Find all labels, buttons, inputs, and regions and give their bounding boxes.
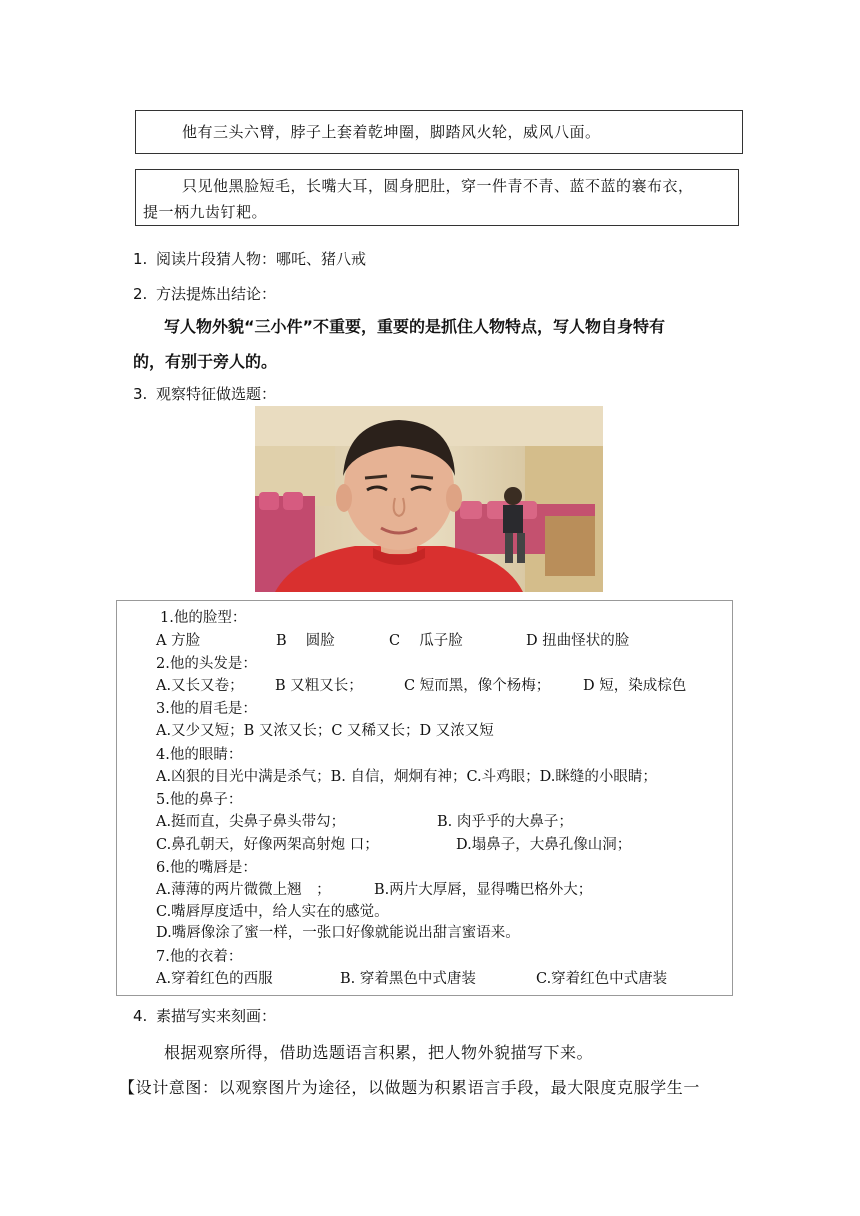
q2-opt-d: D 短，染成棕色: [583, 678, 687, 694]
boy-photo-illustration: [255, 406, 603, 592]
q2-opt-c: C 短而黑，像个杨梅；: [404, 678, 551, 694]
q1-title: 1.他的脸型：: [160, 610, 247, 626]
q6-title: 6.他的嘴唇是：: [156, 860, 257, 876]
q3-options: A.又少又短；B 又浓又长；C 又稀又长；D 又浓又短: [156, 723, 494, 739]
q6-opt-a: A.薄薄的两片微微上翘 ；: [156, 882, 331, 898]
conclusion-line2: 的，有别于旁人的。: [133, 352, 278, 371]
q5-opt-d: D.塌鼻子，大鼻孔像山洞；: [456, 837, 632, 853]
quote-zhubajie-line1: 只见他黑脸短毛，长嘴大耳，圆身肥肚，穿一件青不青、蓝不蓝的褰布衣，: [182, 177, 694, 195]
q6-opt-c: C.嘴唇厚度适中，给人实在的感觉。: [156, 904, 389, 920]
conclusion-line1: 写人物外貌“三小件”不重要，重要的是抓住人物特点，写人物自身特有: [164, 317, 666, 336]
item-4: 4. 素描写实来刻画：: [133, 1007, 277, 1025]
boy-photo: [255, 406, 603, 592]
q4-options: A.凶狠的目光中满是杀气；B. 自信，炯炯有神；C.斗鸡眼；D.眯缝的小眼睛；: [156, 769, 657, 785]
q1-opt-d: D 扭曲怪状的脸: [526, 633, 630, 649]
quote-box-nezha: [135, 110, 743, 154]
q3-title: 3.他的眉毛是：: [156, 701, 257, 717]
q5-opt-b: B. 肉乎乎的大鼻子；: [437, 814, 573, 830]
q6-opt-d: D.嘴唇像涂了蜜一样，一张口好像就能说出甜言蜜语来。: [156, 925, 520, 941]
item-1: 1. 阅读片段猜人物：哪吒、猪八戒: [133, 250, 367, 268]
q7-title: 7.他的衣着：: [156, 949, 243, 965]
instruction-paragraph: 根据观察所得，借助选题语言积累，把人物外貌描写下来。: [164, 1043, 594, 1062]
q6-opt-b: B.两片大厚唇，显得嘴巴格外大；: [374, 882, 593, 898]
q4-title: 4.他的眼睛：: [156, 747, 243, 763]
quote-nezha-text: 他有三头六臂，脖子上套着乾坤圈，脚踏风火轮，威风八面。: [182, 123, 601, 141]
quote-box-zhubajie: [135, 169, 739, 226]
q5-opt-c: C.鼻孔朝天，好像两架高射炮 口；: [156, 837, 379, 853]
q2-opt-b: B 又粗又长；: [275, 678, 363, 694]
item-2: 2. 方法提炼出结论：: [133, 285, 277, 303]
q1-opt-a: A 方脸: [156, 633, 201, 649]
q7-opt-a: A.穿着红色的西服: [156, 971, 273, 987]
q1-opt-b: B 圆脸: [276, 633, 335, 649]
item-3: 3. 观察特征做选题：: [133, 385, 277, 403]
q7-opt-c: C.穿着红色中式唐装: [536, 971, 668, 987]
q5-opt-a: A.挺而直，尖鼻子鼻头带勾；: [156, 814, 346, 830]
q5-title: 5.他的鼻子：: [156, 792, 243, 808]
q1-opt-c: C 瓜子脸: [389, 633, 463, 649]
q2-title: 2.他的头发是：: [156, 656, 257, 672]
quote-zhubajie-line2: 提一柄九齿钉耙。: [143, 203, 268, 221]
q7-opt-b: B. 穿着黑色中式唐装: [340, 971, 476, 987]
q2-opt-a: A.又长又卷；: [156, 678, 244, 694]
design-intent: 【设计意图：以观察图片为途径，以做题为积累语言手段，最大限度克服学生一: [119, 1078, 701, 1097]
